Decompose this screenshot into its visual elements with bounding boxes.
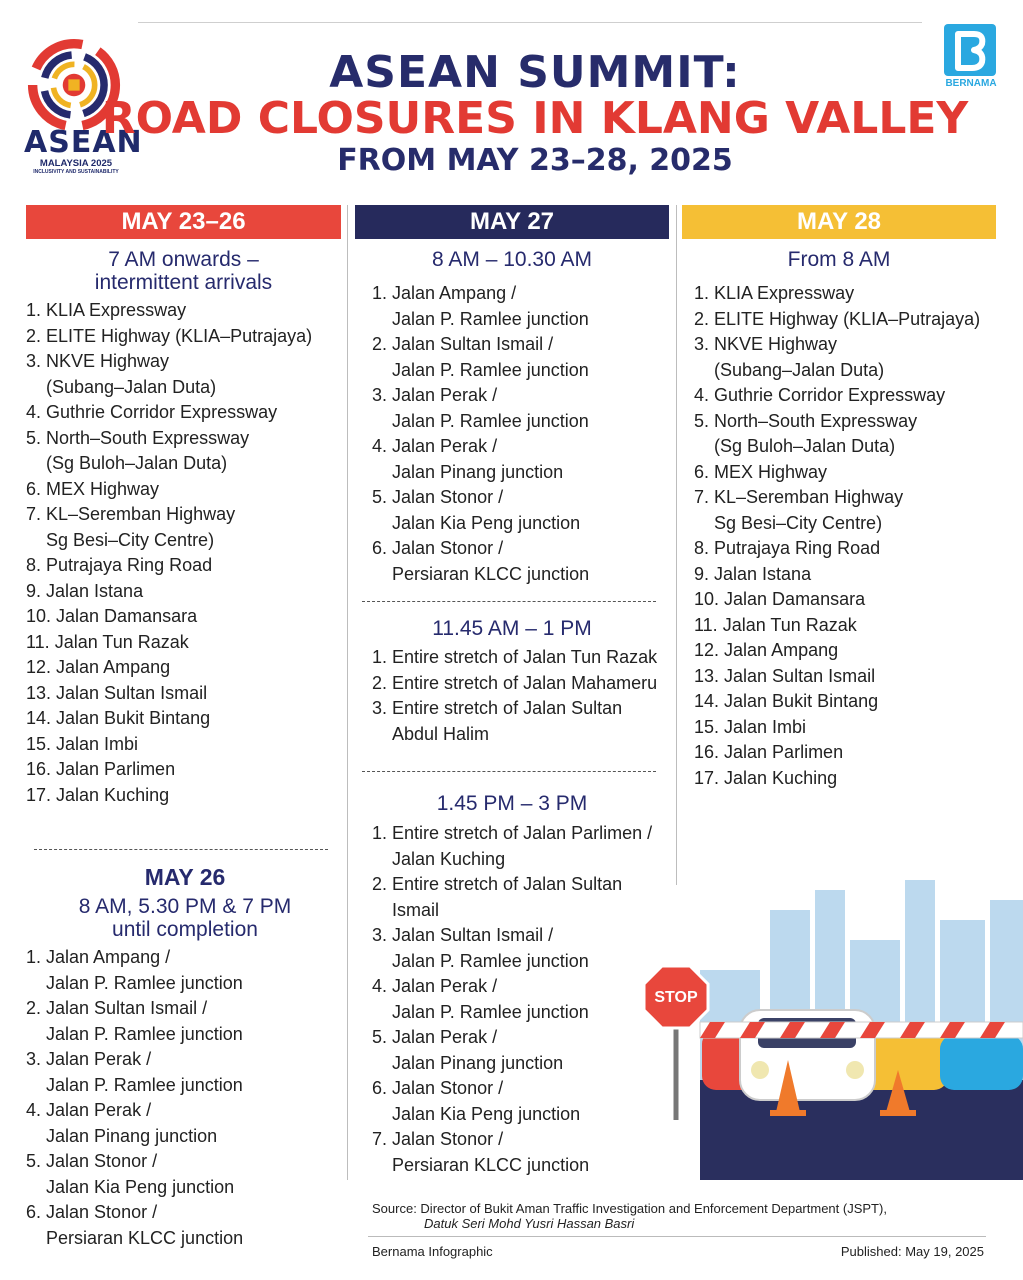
list-item: Persiaran KLCC junction — [46, 1227, 244, 1248]
list-item: 1. KLIA Expressway — [694, 283, 855, 303]
source-line-1: Source: Director of Bukit Aman Traffic Investigation and Enforcement Department (JSPT), — [372, 1201, 887, 1216]
list-item: 7. KL–Seremban Highway — [26, 504, 236, 524]
col1-subtitle-line2: intermittent arrivals — [94, 271, 273, 294]
divider-right — [676, 205, 677, 885]
list-item: 17. Jalan Kuching — [26, 784, 170, 805]
list-item: Jalan Kia Peng junction — [46, 1176, 235, 1197]
list-item: (Subang–Jalan Duta) — [714, 359, 885, 380]
logo-word: ASEAN — [24, 125, 143, 160]
list-item: Jalan Kia Peng junction — [392, 512, 581, 533]
list-item: 11. Jalan Tun Razak — [26, 631, 189, 652]
col2-s1-title: 8 AM – 10.30 AM — [432, 248, 592, 271]
list-item: 2. Jalan Sultan Ismail / — [26, 998, 208, 1018]
list-item: 5. North–South Expressway — [26, 427, 250, 448]
list-item: 1. Jalan Ampang / — [26, 947, 171, 967]
list-item: 1. Entire stretch of Jalan Parlimen / — [372, 823, 653, 843]
may26-junction-list — [26, 945, 344, 1251]
list-item: 4. Jalan Perak / — [372, 436, 498, 456]
may26-subtitle-line2: until completion — [112, 918, 258, 941]
list-item: 6. MEX Highway — [26, 478, 160, 499]
list-item: 5. North–South Expressway — [694, 410, 918, 431]
list-item: 16. Jalan Parlimen — [694, 742, 844, 762]
list-item: 6. Jalan Stonor / — [372, 538, 504, 558]
col2-header: MAY 27 — [355, 205, 669, 239]
list-item: Jalan P. Ramlee junction — [46, 1074, 243, 1095]
top-rule — [138, 22, 922, 23]
col1-subtitle — [26, 248, 341, 294]
list-item: 17. Jalan Kuching — [694, 767, 838, 788]
list-item: Jalan Kia Peng junction — [392, 1103, 581, 1124]
list-item: 12. Jalan Ampang — [26, 657, 171, 677]
list-item: Jalan P. Ramlee junction — [392, 410, 589, 431]
list-item: (Sg Buloh–Jalan Duta) — [46, 453, 228, 473]
may26-subtitle-line1: 8 AM, 5.30 PM & 7 PM — [78, 895, 292, 918]
list-item: Jalan P. Ramlee junction — [392, 359, 589, 380]
list-item: 15. Jalan Imbi — [26, 733, 139, 754]
list-item: 10. Jalan Damansara — [26, 606, 198, 626]
credit-text: Bernama Infographic — [372, 1244, 493, 1259]
list-item: 10. Jalan Damansara — [694, 589, 866, 609]
title-line-3: FROM MAY 23–28, 2025 — [337, 143, 733, 178]
list-item: 8. Putrajaya Ring Road — [26, 555, 213, 575]
col1-header: MAY 23–26 — [26, 205, 341, 239]
list-item: 6. Jalan Stonor / — [26, 1202, 158, 1222]
list-item: 16. Jalan Parlimen — [26, 759, 176, 779]
col2-s3-title: 1.45 PM – 3 PM — [436, 792, 588, 815]
list-item: Jalan P. Ramlee junction — [392, 308, 589, 329]
list-item: 2. Entire stretch of Jalan Mahameru — [372, 672, 658, 693]
may26-title: MAY 26 — [144, 864, 226, 890]
bernama-wordmark: BERNAMA — [945, 78, 997, 89]
list-item: 4. Guthrie Corridor Expressway — [694, 385, 946, 405]
bernama-logo-icon — [944, 24, 996, 76]
list-item: Sg Besi–City Centre) — [46, 529, 215, 550]
list-item: 5. Jalan Stonor / — [372, 487, 504, 507]
col2-s1-list — [372, 281, 672, 587]
list-item: 12. Jalan Ampang — [694, 640, 839, 660]
list-item: 2. Jalan Sultan Ismail / — [372, 334, 554, 354]
col1-subtitle-line1: 7 AM onwards – — [108, 248, 259, 271]
list-item: 3. Jalan Perak / — [26, 1049, 152, 1069]
list-item: Jalan Pinang junction — [392, 461, 564, 482]
logo-tagline: INCLUSIVITY AND SUSTAINABILITY — [33, 169, 119, 175]
list-item: (Sg Buloh–Jalan Duta) — [714, 436, 896, 456]
list-item: Jalan Pinang junction — [392, 1052, 564, 1073]
list-item: 1. Jalan Ampang / — [372, 283, 517, 303]
list-item: 3. NKVE Highway — [26, 351, 170, 371]
list-item: 9. Jalan Istana — [694, 563, 812, 584]
col3-header: MAY 28 — [682, 205, 996, 239]
list-item: (Subang–Jalan Duta) — [46, 376, 217, 397]
source-note — [372, 1201, 1012, 1231]
col2-s2-title: 11.45 AM – 1 PM — [432, 617, 592, 640]
footer-rule — [368, 1236, 986, 1237]
road-closure-illustration — [640, 880, 1023, 1180]
list-item: 9. Jalan Istana — [26, 580, 144, 601]
list-item: 11. Jalan Tun Razak — [694, 614, 857, 635]
list-item: 8. Putrajaya Ring Road — [694, 538, 881, 558]
col3-road-list — [694, 281, 1012, 791]
list-item: 15. Jalan Imbi — [694, 716, 807, 737]
may26-subtitle — [26, 895, 344, 941]
col2-s3-list — [372, 821, 677, 1178]
list-item: 13. Jalan Sultan Ismail — [26, 682, 208, 703]
list-item: Jalan P. Ramlee junction — [46, 972, 243, 993]
list-item: 7. Jalan Stonor / — [372, 1129, 504, 1149]
list-item: 2. Entire stretch of Jalan Sultan — [372, 874, 623, 894]
list-item: 1. Entire stretch of Jalan Tun Razak — [372, 647, 658, 667]
title-line-1: ASEAN SUMMIT: — [329, 47, 741, 98]
list-item: 4. Guthrie Corridor Expressway — [26, 402, 278, 422]
list-item: 2. ELITE Highway (KLIA–Putrajaya) — [694, 308, 981, 329]
list-item: 5. Jalan Stonor / — [26, 1151, 158, 1171]
published-date: Published: May 19, 2025 — [840, 1244, 984, 1259]
list-item: 3. Entire stretch of Jalan Sultan — [372, 698, 623, 718]
list-item: 3. Jalan Sultan Ismail / — [372, 925, 554, 945]
list-item: 2. ELITE Highway (KLIA–Putrajaya) — [26, 325, 313, 346]
list-item: Persiaran KLCC junction — [392, 563, 590, 584]
title-line-2: ROAD CLOSURES IN KLANG VALLEY — [101, 93, 969, 144]
col1-dashed-separator — [34, 849, 328, 850]
source-line-2: Datuk Seri Mohd Yusri Hassan Basri — [424, 1216, 635, 1231]
stop-sign-text: STOP — [654, 989, 698, 1006]
list-item: 4. Jalan Perak / — [372, 976, 498, 996]
list-item: Jalan P. Ramlee junction — [392, 950, 589, 971]
list-item: 3. NKVE Highway — [694, 334, 838, 354]
list-item: 14. Jalan Bukit Bintang — [694, 691, 879, 711]
list-item: Jalan Kuching — [392, 848, 506, 869]
divider-left — [347, 205, 348, 1180]
col2-s2-list — [372, 645, 677, 747]
list-item: 7. KL–Seremban Highway — [694, 487, 904, 507]
list-item: 6. Jalan Stonor / — [372, 1078, 504, 1098]
list-item: 14. Jalan Bukit Bintang — [26, 708, 211, 728]
list-item: Persiaran KLCC junction — [392, 1154, 590, 1175]
list-item: 6. MEX Highway — [694, 461, 828, 482]
list-item: Ismail — [392, 899, 440, 920]
list-item: 3. Jalan Perak / — [372, 385, 498, 405]
logo-subtitle: MALAYSIA 2025 — [39, 158, 113, 169]
list-item: Jalan P. Ramlee junction — [46, 1023, 243, 1044]
col2-dashed-separator-1 — [362, 601, 656, 602]
list-item: Jalan Pinang junction — [46, 1125, 218, 1146]
col1-road-list — [26, 298, 344, 808]
list-item: 5. Jalan Perak / — [372, 1027, 498, 1047]
list-item: 13. Jalan Sultan Ismail — [694, 665, 876, 686]
list-item: Jalan P. Ramlee junction — [392, 1001, 589, 1022]
col3-subtitle: From 8 AM — [787, 248, 891, 271]
col2-dashed-separator-2 — [362, 771, 656, 772]
list-item: Abdul Halim — [392, 723, 490, 744]
list-item: Sg Besi–City Centre) — [714, 512, 883, 533]
list-item: 4. Jalan Perak / — [26, 1100, 152, 1120]
list-item: 1. KLIA Expressway — [26, 300, 187, 320]
